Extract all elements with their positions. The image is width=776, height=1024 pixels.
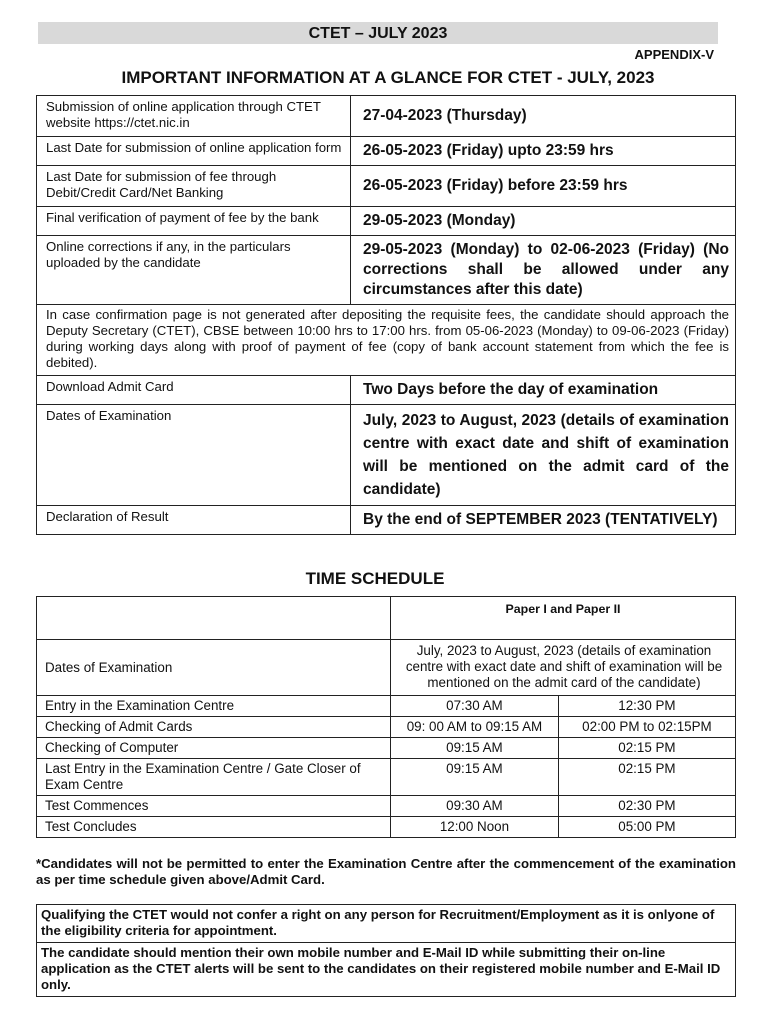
row-label: Last Date for submission of online application form [37,137,351,166]
shift-2-time: 02:15 PM [558,759,735,796]
shift-1-time: 09:30 AM [391,796,559,817]
time-schedule-title: TIME SCHEDULE [305,569,445,588]
row-label: Submission of online application through CTET website https://ctet.nic.in [37,96,351,137]
row-label: Test Commences [37,796,391,817]
row-label: Declaration of Result [37,506,351,535]
table-row [37,376,736,405]
table-row [37,817,736,838]
shift-1-time: 09: 00 AM to 09:15 AM [391,717,559,738]
confirmation-note: In case confirmation page is not generated after depositing the requisite fees, the candidate should approach the Deputy Secretary (CTET), CBSE between 10:00 hrs to 17:00 hrs. from 05-06-2023 (Monday) to 09-06-2023 (Friday) during working days along with proof of payment of fee (copy of bank account statement from which the fee is debited). [37,305,736,376]
row-value: 29-05-2023 (Monday) [351,207,736,236]
table-row [37,207,736,236]
row-label: Download Admit Card [37,376,351,405]
table-row [37,943,736,997]
row-label: Final verification of payment of fee by the bank [37,207,351,236]
table-row [37,796,736,817]
table-row [37,506,736,535]
row-value: July, 2023 to August, 2023 (details of examination centre with exact date and shift of examination will be mentioned on the admit card of the candidate) [391,640,736,696]
shift-1-time: 09:15 AM [391,759,559,796]
qualification-notice: Qualifying the CTET would not confer a right on any person for Recruitment/Employment as it is onlyone of the eligibility criteria for appointment. [37,905,736,943]
shift-2-time: 02:00 PM to 02:15PM [558,717,735,738]
row-label: Checking of Computer [37,738,391,759]
table-row [37,738,736,759]
shift-1-time: 12:00 Noon [391,817,559,838]
row-value: 29-05-2023 (Monday) to 02-06-2023 (Friday) (No corrections shall be allowed under any circumstances after this date) [351,236,736,305]
contact-notice: The candidate should mention their own mobile number and E-Mail ID while submitting their on-line application as the CTET alerts will be sent to the candidates on their registered mobile number and E-Mail ID only. [37,943,736,997]
row-label: Dates of Examination [37,405,351,506]
row-label: Dates of Examination [37,640,391,696]
row-label: Last Date for submission of fee through Debit/Credit Card/Net Banking [37,166,351,207]
table-row [37,405,736,506]
shift-1-time: 09:15 AM [391,738,559,759]
row-label: Entry in the Examination Centre [37,696,391,717]
shift-2-time: 05:00 PM [558,817,735,838]
row-value: 26-05-2023 (Friday) upto 23:59 hrs [351,137,736,166]
shift-2-time: 12:30 PM [558,696,735,717]
shift-1-time: 07:30 AM [391,696,559,717]
table-row [37,696,736,717]
shift-2-time: 02:30 PM [558,796,735,817]
header-empty-cell [37,597,391,640]
table-row [37,905,736,943]
schedule-table [36,596,736,838]
appendix-label: APPENDIX-V [634,47,714,62]
footnote: *Candidates will not be permitted to enter the Examination Centre after the commencement of the examination as per time schedule given above/Admit Card. [36,856,736,887]
table-row [37,137,736,166]
row-label: Test Concludes [37,817,391,838]
notice-box [36,904,736,997]
row-label: Last Entry in the Examination Centre / Gate Closer of Exam Centre [37,759,391,796]
table-row [37,166,736,207]
row-value: July, 2023 to August, 2023 (details of examination centre with exact date and shift of examination will be mentioned on the admit card of the candidate) [351,405,736,506]
row-value: 26-05-2023 (Friday) before 23:59 hrs [351,166,736,207]
row-label: Online corrections if any, in the particulars uploaded by the candidate [37,236,351,305]
table-row [37,640,736,696]
table-row [37,759,736,796]
row-value: By the end of SEPTEMBER 2023 (TENTATIVELY) [351,506,736,535]
paper-header: Paper I and Paper II [391,597,736,640]
table-row [37,717,736,738]
table-row [37,305,736,376]
row-value: Two Days before the day of examination [351,376,736,405]
table-row [37,597,736,640]
table-row [37,236,736,305]
page-title: IMPORTANT INFORMATION AT A GLANCE FOR CTET - JULY, 2023 [121,68,655,87]
title-banner: CTET – JULY 2023 [38,22,718,44]
row-label: Checking of Admit Cards [37,717,391,738]
info-table [36,95,736,535]
row-value: 27-04-2023 (Thursday) [351,96,736,137]
shift-2-time: 02:15 PM [558,738,735,759]
table-row [37,96,736,137]
